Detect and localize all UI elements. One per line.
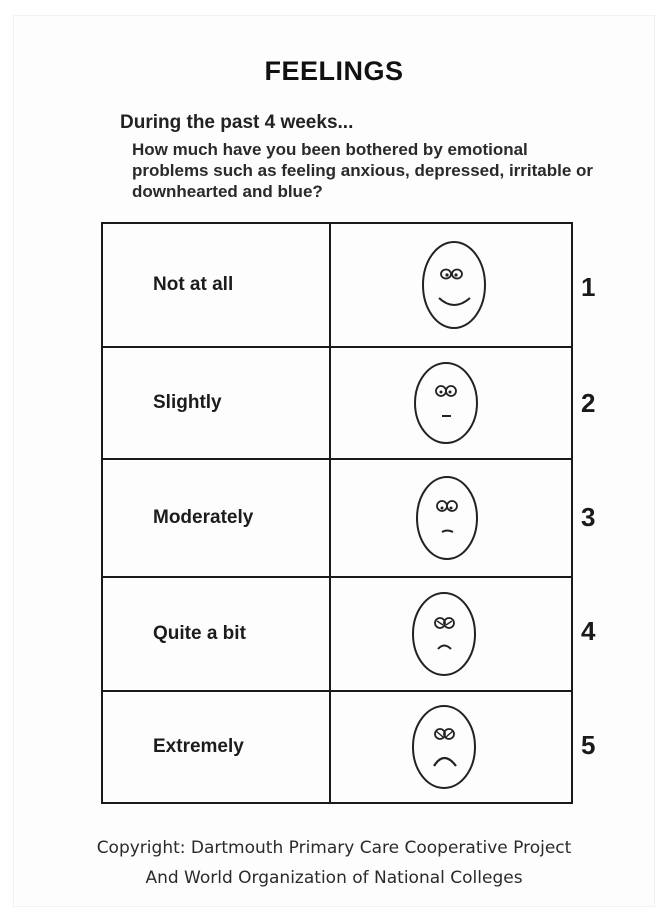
option-label: Quite a bit bbox=[153, 623, 246, 644]
option-row-extremely[interactable] bbox=[103, 692, 571, 802]
score-number: 2 bbox=[581, 388, 596, 418]
score-number: 5 bbox=[581, 730, 596, 760]
option-label: Slightly bbox=[153, 392, 222, 413]
page-title: FEELINGS bbox=[264, 56, 404, 86]
score-number: 3 bbox=[581, 502, 596, 532]
option-row-quite-a-bit[interactable] bbox=[103, 578, 571, 692]
very-sad-face-icon bbox=[411, 704, 477, 790]
option-label: Not at all bbox=[153, 274, 234, 295]
score-number: 1 bbox=[581, 272, 596, 302]
intro-text: During the past 4 weeks... bbox=[120, 112, 354, 133]
option-row-not-at-all[interactable] bbox=[103, 224, 571, 348]
option-label: Moderately bbox=[153, 507, 254, 528]
happy-face-icon bbox=[421, 240, 487, 330]
sad-face-icon bbox=[411, 591, 477, 677]
neutral-face-icon bbox=[413, 361, 479, 445]
option-label: Extremely bbox=[153, 736, 244, 757]
rating-scale-table bbox=[101, 222, 573, 804]
score-number: 4 bbox=[581, 616, 596, 646]
copyright-line-2: And World Organization of National Colleges bbox=[145, 868, 523, 888]
question-text: How much have you been bothered by emotional problems such as feeling anxious, depressed, irritable or downhearted and blue? bbox=[132, 140, 594, 201]
option-row-moderately[interactable] bbox=[103, 460, 571, 578]
slightly-worried-face-icon bbox=[415, 475, 479, 561]
option-row-slightly[interactable] bbox=[103, 348, 571, 460]
copyright-line-1: Copyright: Dartmouth Primary Care Cooperative Project bbox=[96, 838, 572, 858]
